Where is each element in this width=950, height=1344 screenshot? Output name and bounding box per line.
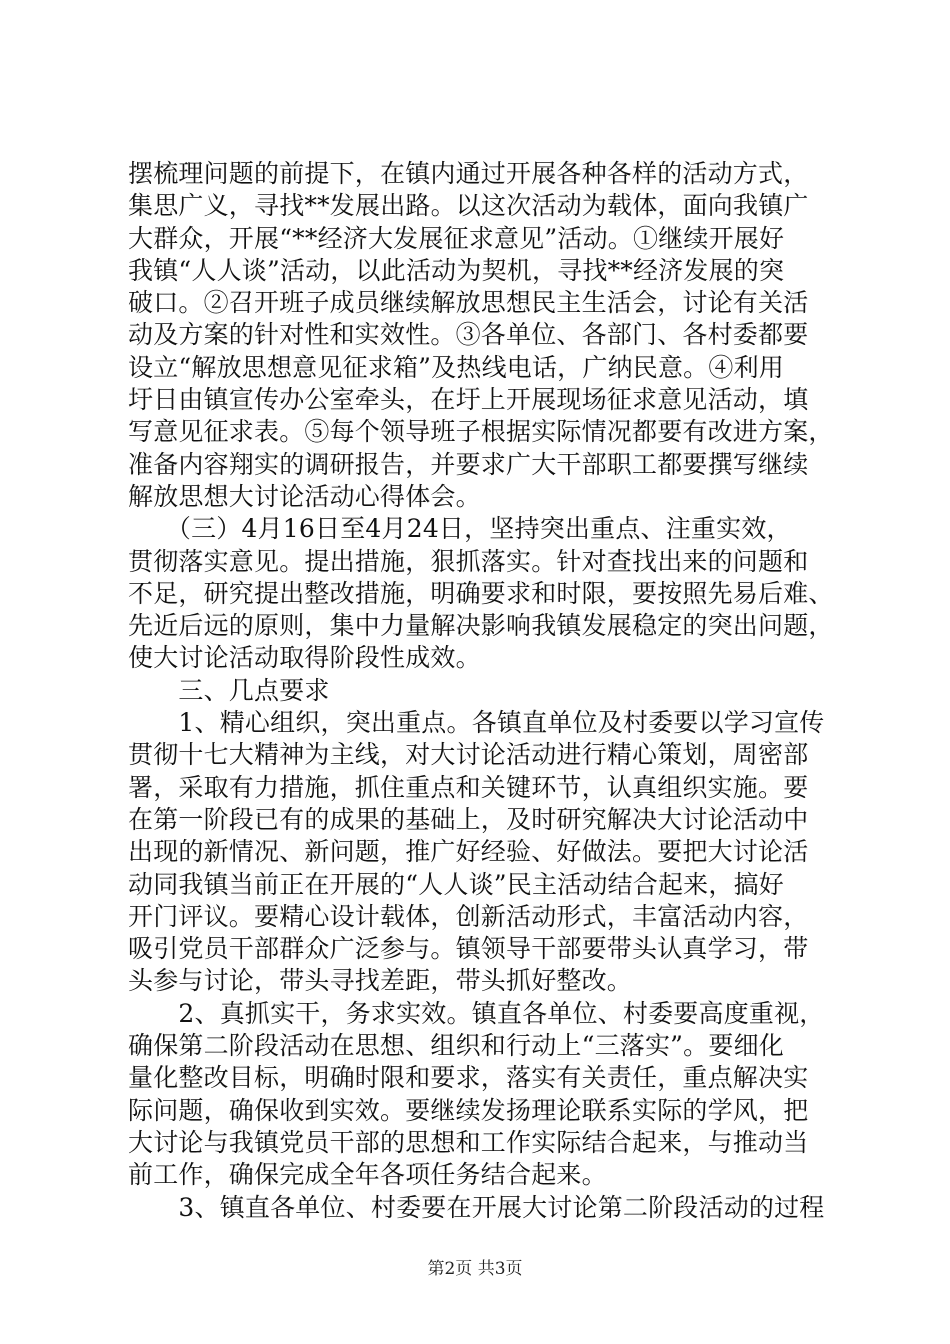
text-line: 确保第二阶段活动在思想、组织和行动上“三落实”。要细化 xyxy=(128,1031,784,1061)
text-line: 前工作，确保完成全年各项任务结合起来。 xyxy=(128,1160,607,1190)
text-line: 集思广义，寻找**发展出路。以这次活动为载体，面向我镇广 xyxy=(128,191,809,221)
text-line: 贯彻落实意见。提出措施，狠抓落实。针对查找出来的问题和 xyxy=(128,546,809,576)
text-line: 动同我镇当前正在开展的“人人谈”民主活动结合起来，搞好 xyxy=(128,869,784,899)
text-line: 署，采取有力措施，抓住重点和关键环节，认真组织实施。要 xyxy=(128,772,809,802)
text-line: 际问题，确保收到实效。要继续发扬理论联系实际的学风，把 xyxy=(128,1095,809,1125)
text-line: 设立“解放思想意见征求箱”及热线电话，广纳民意。④利用 xyxy=(128,352,784,382)
text-line: 贯彻十七大精神为主线，对大讨论活动进行精心策划，周密部 xyxy=(128,740,809,770)
text-line: 使大讨论活动取得阶段性成效。 xyxy=(128,643,481,673)
text-line: 摆梳理问题的前提下，在镇内通过开展各种各样的活动方式， xyxy=(128,159,809,188)
text-line: 量化整改目标，明确时限和要求，落实有关责任，重点解决实 xyxy=(128,1063,809,1093)
text-line: 大讨论与我镇党员干部的思想和工作实际结合起来，与推动当 xyxy=(128,1127,809,1157)
text-line: 动及方案的针对性和实效性。③各单位、各部门、各村委都要 xyxy=(128,320,809,350)
text-line: 3、镇直各单位、村委要在开展大讨论第二阶段活动的过程 xyxy=(128,1192,825,1222)
text-line: 头参与讨论，带头寻找差距，带头抓好整改。 xyxy=(128,966,633,996)
text-line: 三、几点要求 xyxy=(128,675,330,705)
text-line: 出现的新情况、新问题，推广好经验、好做法。要把大讨论活 xyxy=(128,837,809,867)
text-line: （三）4月16日至4月24日，坚持突出重点、注重实效， xyxy=(128,514,792,544)
text-line: 准备内容翔实的调研报告，并要求广大干部职工都要撰写继续 xyxy=(128,449,809,479)
page-footer: 第2页 共3页 xyxy=(427,1259,523,1279)
text-line: 破口。②召开班子成员继续解放思想民主生活会，讨论有关活 xyxy=(128,288,809,318)
text-line: 我镇“人人谈”活动，以此活动为契机，寻找**经济发展的突 xyxy=(128,255,785,285)
text-line: 解放思想大讨论活动心得体会。 xyxy=(128,481,481,511)
text-line: 开门评议。要精心设计载体，创新活动形式，丰富活动内容， xyxy=(128,901,809,931)
text-line: 吸引党员干部群众广泛参与。镇领导干部要带头认真学习，带 xyxy=(128,934,809,964)
text-line: 在第一阶段已有的成果的基础上，及时研究解决大讨论活动中 xyxy=(128,804,809,834)
text-line: 圩日由镇宣传办公室牵头，在圩上开展现场征求意见活动，填 xyxy=(128,385,809,415)
text-line: 2、真抓实干，务求实效。镇直各单位、村委要高度重视， xyxy=(128,998,825,1028)
text-line: 1、精心组织，突出重点。各镇直单位及村委要以学习宣传 xyxy=(128,708,825,738)
text-line: 先近后远的原则，集中力量解决影响我镇发展稳定的突出问题， xyxy=(128,611,834,641)
text-line: 大群众，开展“**经济大发展征求意见”活动。①继续开展好 xyxy=(128,223,785,253)
text-line: 写意见征求表。⑤每个领导班子根据实际情况都要有改进方案， xyxy=(128,417,834,447)
document-body xyxy=(128,158,838,1224)
text-line: 不足，研究提出整改措施，明确要求和时限，要按照先易后难、 xyxy=(128,578,834,608)
